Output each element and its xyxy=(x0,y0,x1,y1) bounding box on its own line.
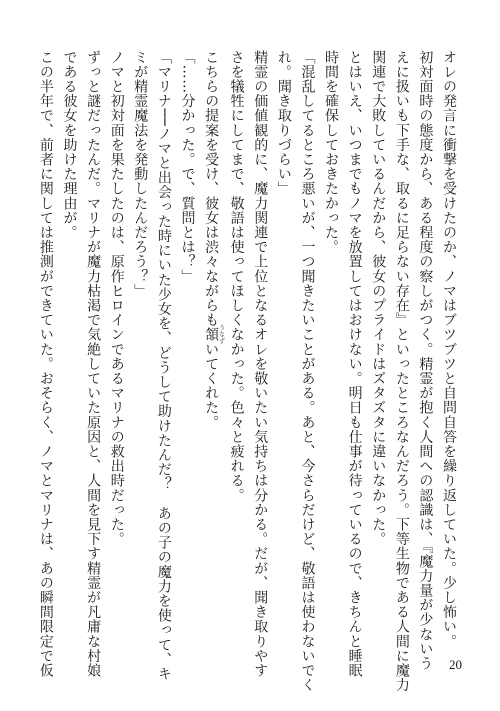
text-line: 「マリナ──ノマと出会った時にいた少女を、どうして助けたんだ？ あの子の魔力を使って、キ xyxy=(155,50,172,682)
text-line: オレの発言に衝撃を受けたのか、ノマはブツブツと自問自答を繰り返していた。少し怖い。 xyxy=(441,50,457,649)
page-number: 20 xyxy=(449,657,462,672)
text-line: とはいえ、いつまでもノマを放置してはおけない。明日も仕事が待っているので、きちんと睡眠 xyxy=(346,50,363,678)
text-line: れ。聞き取りづらい」 xyxy=(275,50,292,196)
text-line: である彼女を助けた理由が。 xyxy=(61,50,78,240)
text-segment: こちらの提案を受け、彼女は渋々ながらも xyxy=(203,50,220,328)
text-segment: いてくれた。 xyxy=(203,342,220,430)
text-line-with-ruby xyxy=(198,50,224,610)
text-line: ずっと謎だったんだ。マリナが魔力枯渇で気絶していた原因と、人間を見下す精霊が凡庸な村娘 xyxy=(85,50,102,678)
text-line: 関連で大敗しているんだから、彼女のプライドはズタズタに違いなかった。 xyxy=(370,50,387,547)
text-line: 初対面時の態度から、ある程度の察しがつく。精霊が抱く人間への認識は、『魔力量が少ないう xyxy=(417,50,434,671)
text-line: ノマと初対面を果たしたのは、原作ヒロインであるマリナの救出時だった。 xyxy=(108,50,125,547)
text-line: 精霊の価値観的に、魔力関連で上位となるオレを敬いたい気持ちは分かる。だが、聞き取りやす xyxy=(252,50,269,678)
text-line: この半年で、前者に関しては推測ができていた。おそらく、ノマとマリナは、あの瞬間限定で仮 xyxy=(37,50,54,678)
text-line: さを犠牲にしてまで、敬語は使ってほしくなかった。色々と疲れる。 xyxy=(228,50,245,503)
text-line: 時間を確保しておきたかった。 xyxy=(323,50,340,255)
text-line: ミが精霊魔法を発動したんだろう？」 xyxy=(132,50,149,299)
ruby-reading: うなず xyxy=(217,324,225,345)
ruby-base: 頷 xyxy=(203,324,220,345)
text-line: 「……分かった。で、質問とは？」 xyxy=(179,50,196,284)
text-line: えに扱いも下手な、取るに足らない存在』といったところなんだろう。下等生物である人間に魔力 xyxy=(393,50,410,693)
ruby-annotation xyxy=(203,324,225,345)
text-line: 「混乱してるところ悪いが、一つ聞きたいことがある。あと、今さらだけど、敬語は使わないでく xyxy=(299,50,316,693)
